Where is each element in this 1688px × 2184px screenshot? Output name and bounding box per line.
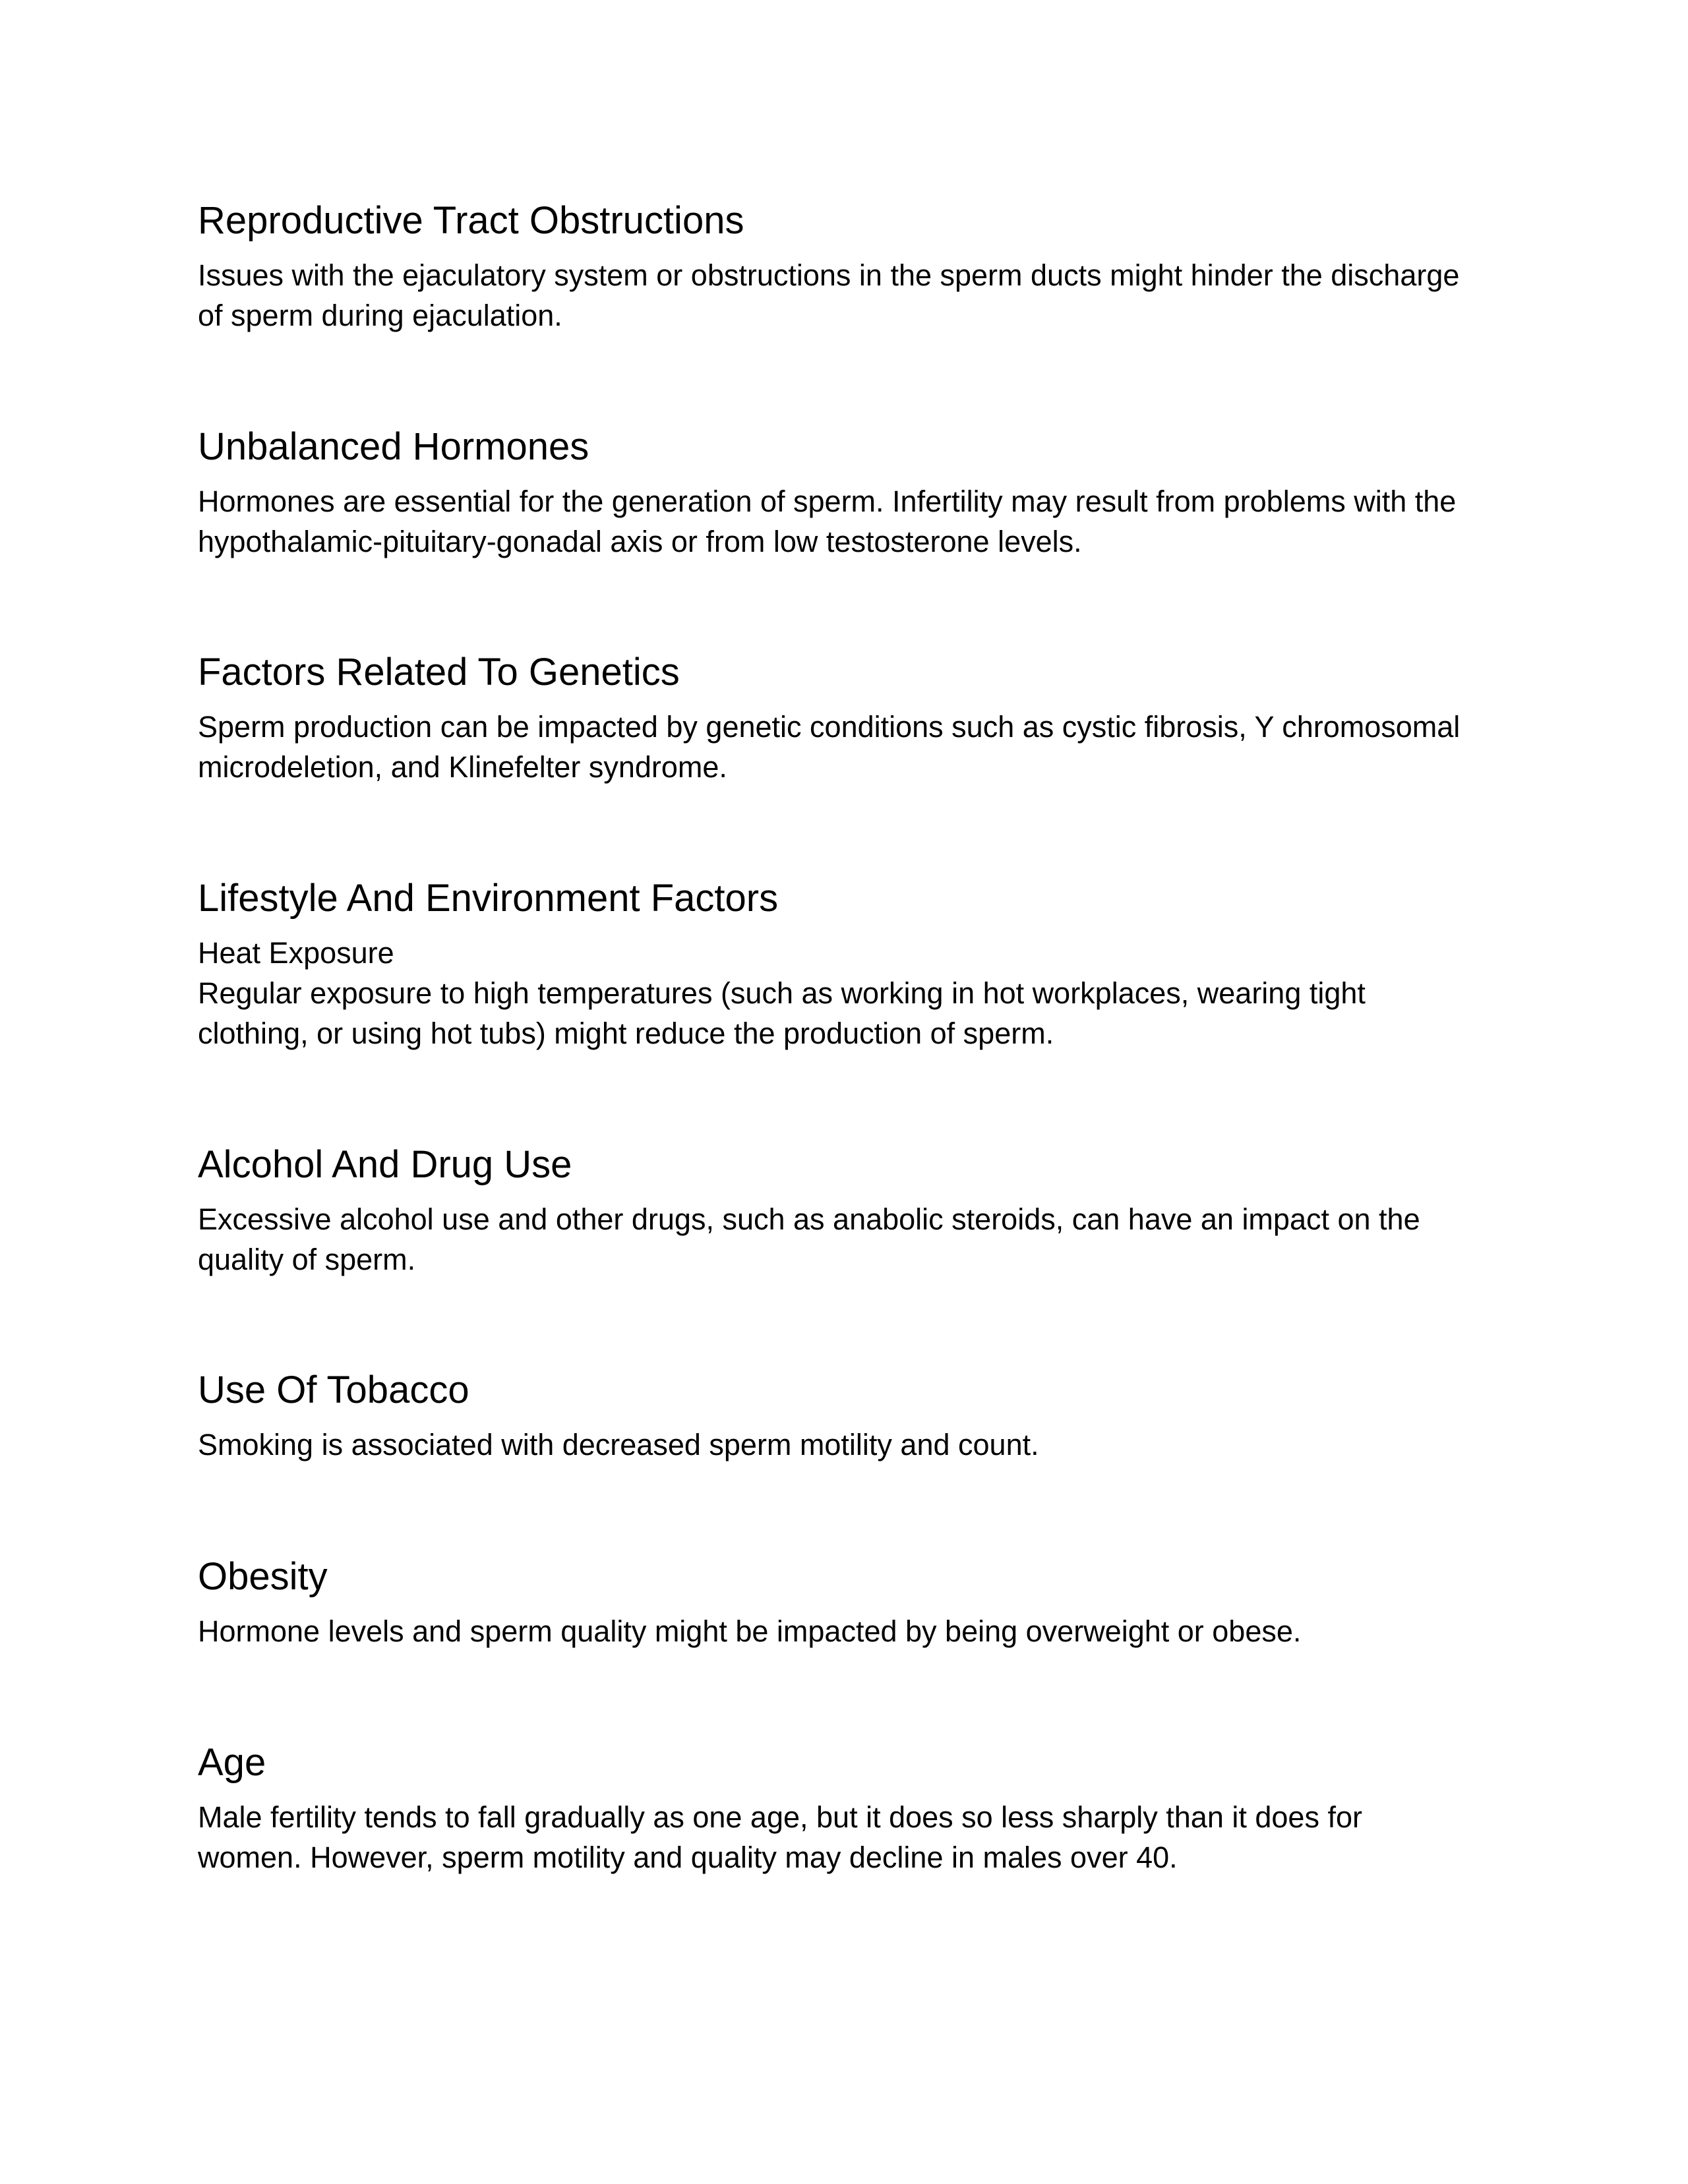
paragraph-line: of sperm during ejaculation. — [198, 299, 562, 332]
section-age — [198, 1740, 1503, 1877]
section-heading: Age — [198, 1741, 266, 1784]
paragraph-line: Smoking is associated with decreased sperm motility and count. — [198, 1428, 1039, 1461]
section-heading: Lifestyle And Environment Factors — [198, 877, 779, 920]
section-obesity — [198, 1554, 1503, 1651]
section-use-of-tobacco — [198, 1367, 1503, 1465]
paragraph-line: Issues with the ejaculatory system or obstructions in the sperm ducts might hinder the discharge — [198, 258, 1460, 292]
section-heading: Obesity — [198, 1555, 328, 1598]
section-paragraph — [198, 707, 1503, 787]
paragraph-line: Hormone levels and sperm quality might be impacted by being overweight or obese. — [198, 1614, 1302, 1648]
paragraph-line: hypothalamic-pituitary-gonadal axis or from low testosterone levels. — [198, 525, 1082, 558]
section-paragraph — [198, 1611, 1503, 1651]
paragraph-line: Excessive alcohol use and other drugs, such as anabolic steroids, can have an impact on the — [198, 1202, 1420, 1236]
section-heading: Alcohol And Drug Use — [198, 1143, 572, 1186]
section-heading: Unbalanced Hormones — [198, 425, 589, 468]
paragraph-line: Hormones are essential for the generation of sperm. Infertility may result from problems with the — [198, 485, 1457, 518]
paragraph-line: clothing, or using hot tubs) might reduce the production of sperm. — [198, 1017, 1054, 1050]
paragraph-line: women. However, sperm motility and quality may decline in males over 40. — [198, 1841, 1178, 1874]
section-paragraph — [198, 1199, 1503, 1280]
section-heading: Reproductive Tract Obstructions — [198, 199, 744, 242]
paragraph-line: microdeletion, and Klinefelter syndrome. — [198, 750, 727, 784]
section-paragraph — [198, 1797, 1503, 1877]
section-heading: Use Of Tobacco — [198, 1369, 469, 1411]
paragraph-line: Male fertility tends to fall gradually as one age, but it does so less sharply than it does for — [198, 1800, 1362, 1834]
section-paragraph — [198, 973, 1503, 1053]
section-paragraph — [198, 1425, 1503, 1465]
paragraph-line: Sperm production can be impacted by genetic conditions such as cystic fibrosis, Y chromosomal — [198, 710, 1461, 744]
section-unbalanced-hormones — [198, 424, 1503, 562]
section-alcohol-and-drug-use — [198, 1142, 1503, 1280]
section-factors-related-to-genetics — [198, 649, 1503, 787]
section-heading: Factors Related To Genetics — [198, 651, 680, 694]
section-paragraph — [198, 255, 1503, 336]
section-reproductive-tract-obstructions — [198, 198, 1503, 336]
section-lifestyle-and-environment-factors — [198, 875, 1503, 1053]
section-subheading: Heat Exposure — [198, 936, 394, 970]
paragraph-line: Regular exposure to high temperatures (such as working in hot workplaces, wearing tight — [198, 976, 1366, 1010]
paragraph-line: quality of sperm. — [198, 1243, 416, 1276]
section-paragraph — [198, 481, 1503, 562]
